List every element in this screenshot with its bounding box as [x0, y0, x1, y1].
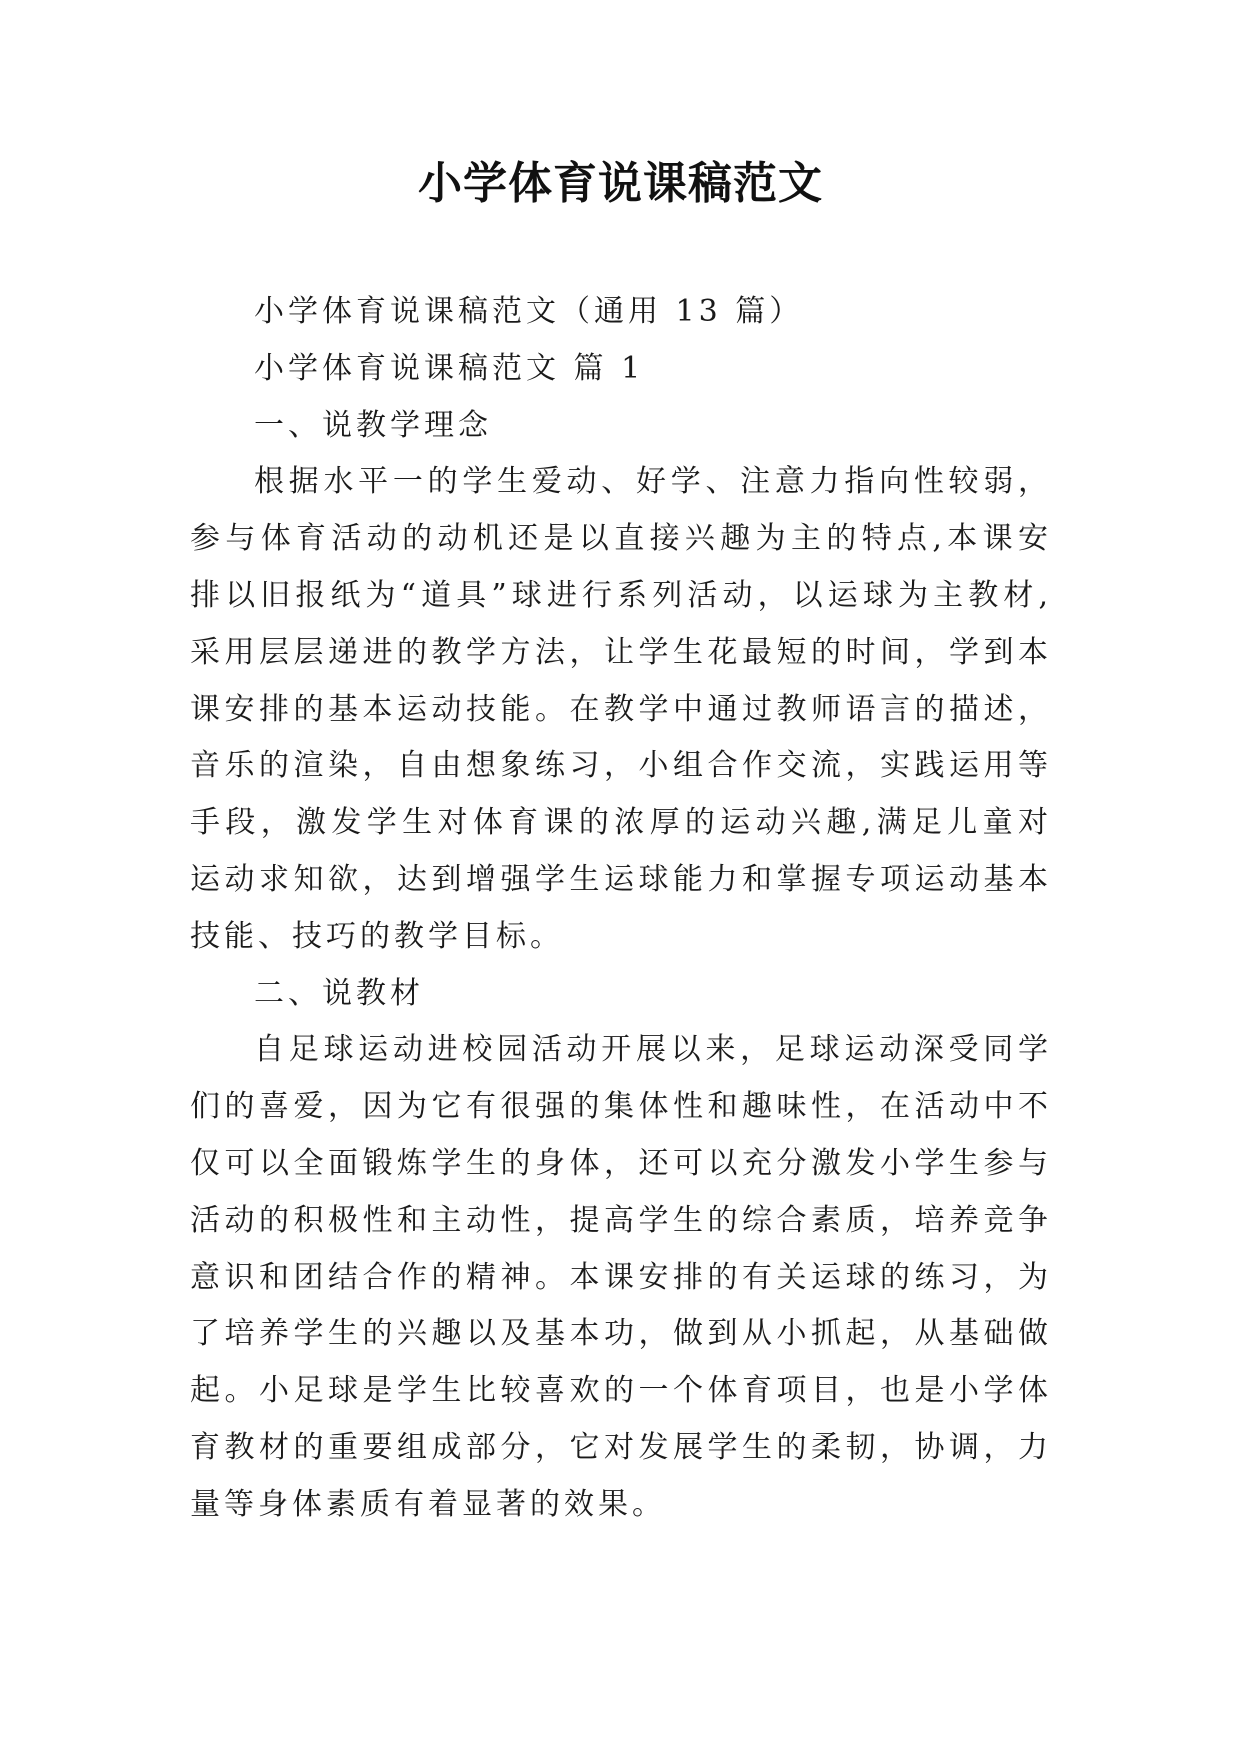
paragraph-teaching-philosophy: 根据水平一的学生爱动、好学、注意力指向性较弱，参与体育活动的动机还是以直接兴趣为主的特点,本课安排以旧报纸为“道具”球进行系列活动，以运球为主教材,采用层层递进的教学方法，让学生花最短的时间，学到本课安排的基本运动技能。在教学中通过教师语言的描述，音乐的渲染，自由想象练习，小组合作交流，实践运用等手段，激发学生对体育课的浓厚的运动兴趣,满足儿童对运动求知欲，达到增强学生运球能力和掌握专项运动基本技能、技巧的教学目标。	[190, 464, 1052, 954]
document-subtitle: 小学体育说课稿范文（通用 13 篇）	[254, 294, 804, 329]
section-heading-teaching-material: 二、说教材	[254, 975, 424, 1011]
document-body	[190, 284, 1052, 1534]
document-title: 小学体育说课稿范文	[418, 158, 823, 209]
paragraph-teaching-material: 自足球运动进校园活动开展以来，足球运动深受同学们的喜爱，因为它有很强的集体性和趣味性，在活动中不仅可以全面锻炼学生的身体，还可以充分激发小学生参与活动的积极性和主动性，提高学生的综合素质，培养竞争意识和团结合作的精神。本课安排的有关运球的练习，为了培养学生的兴趣以及基本功，做到从小抓起，从基础做起。小足球是学生比较喜欢的一个体育项目，也是小学体育教材的重要组成部分，它对发展学生的柔韧，协调，力量等身体素质有着显著的效果。	[190, 1032, 1052, 1522]
section-heading-teaching-philosophy: 一、说教学理念	[254, 407, 492, 443]
article-heading: 小学体育说课稿范文 篇 1	[254, 350, 645, 386]
